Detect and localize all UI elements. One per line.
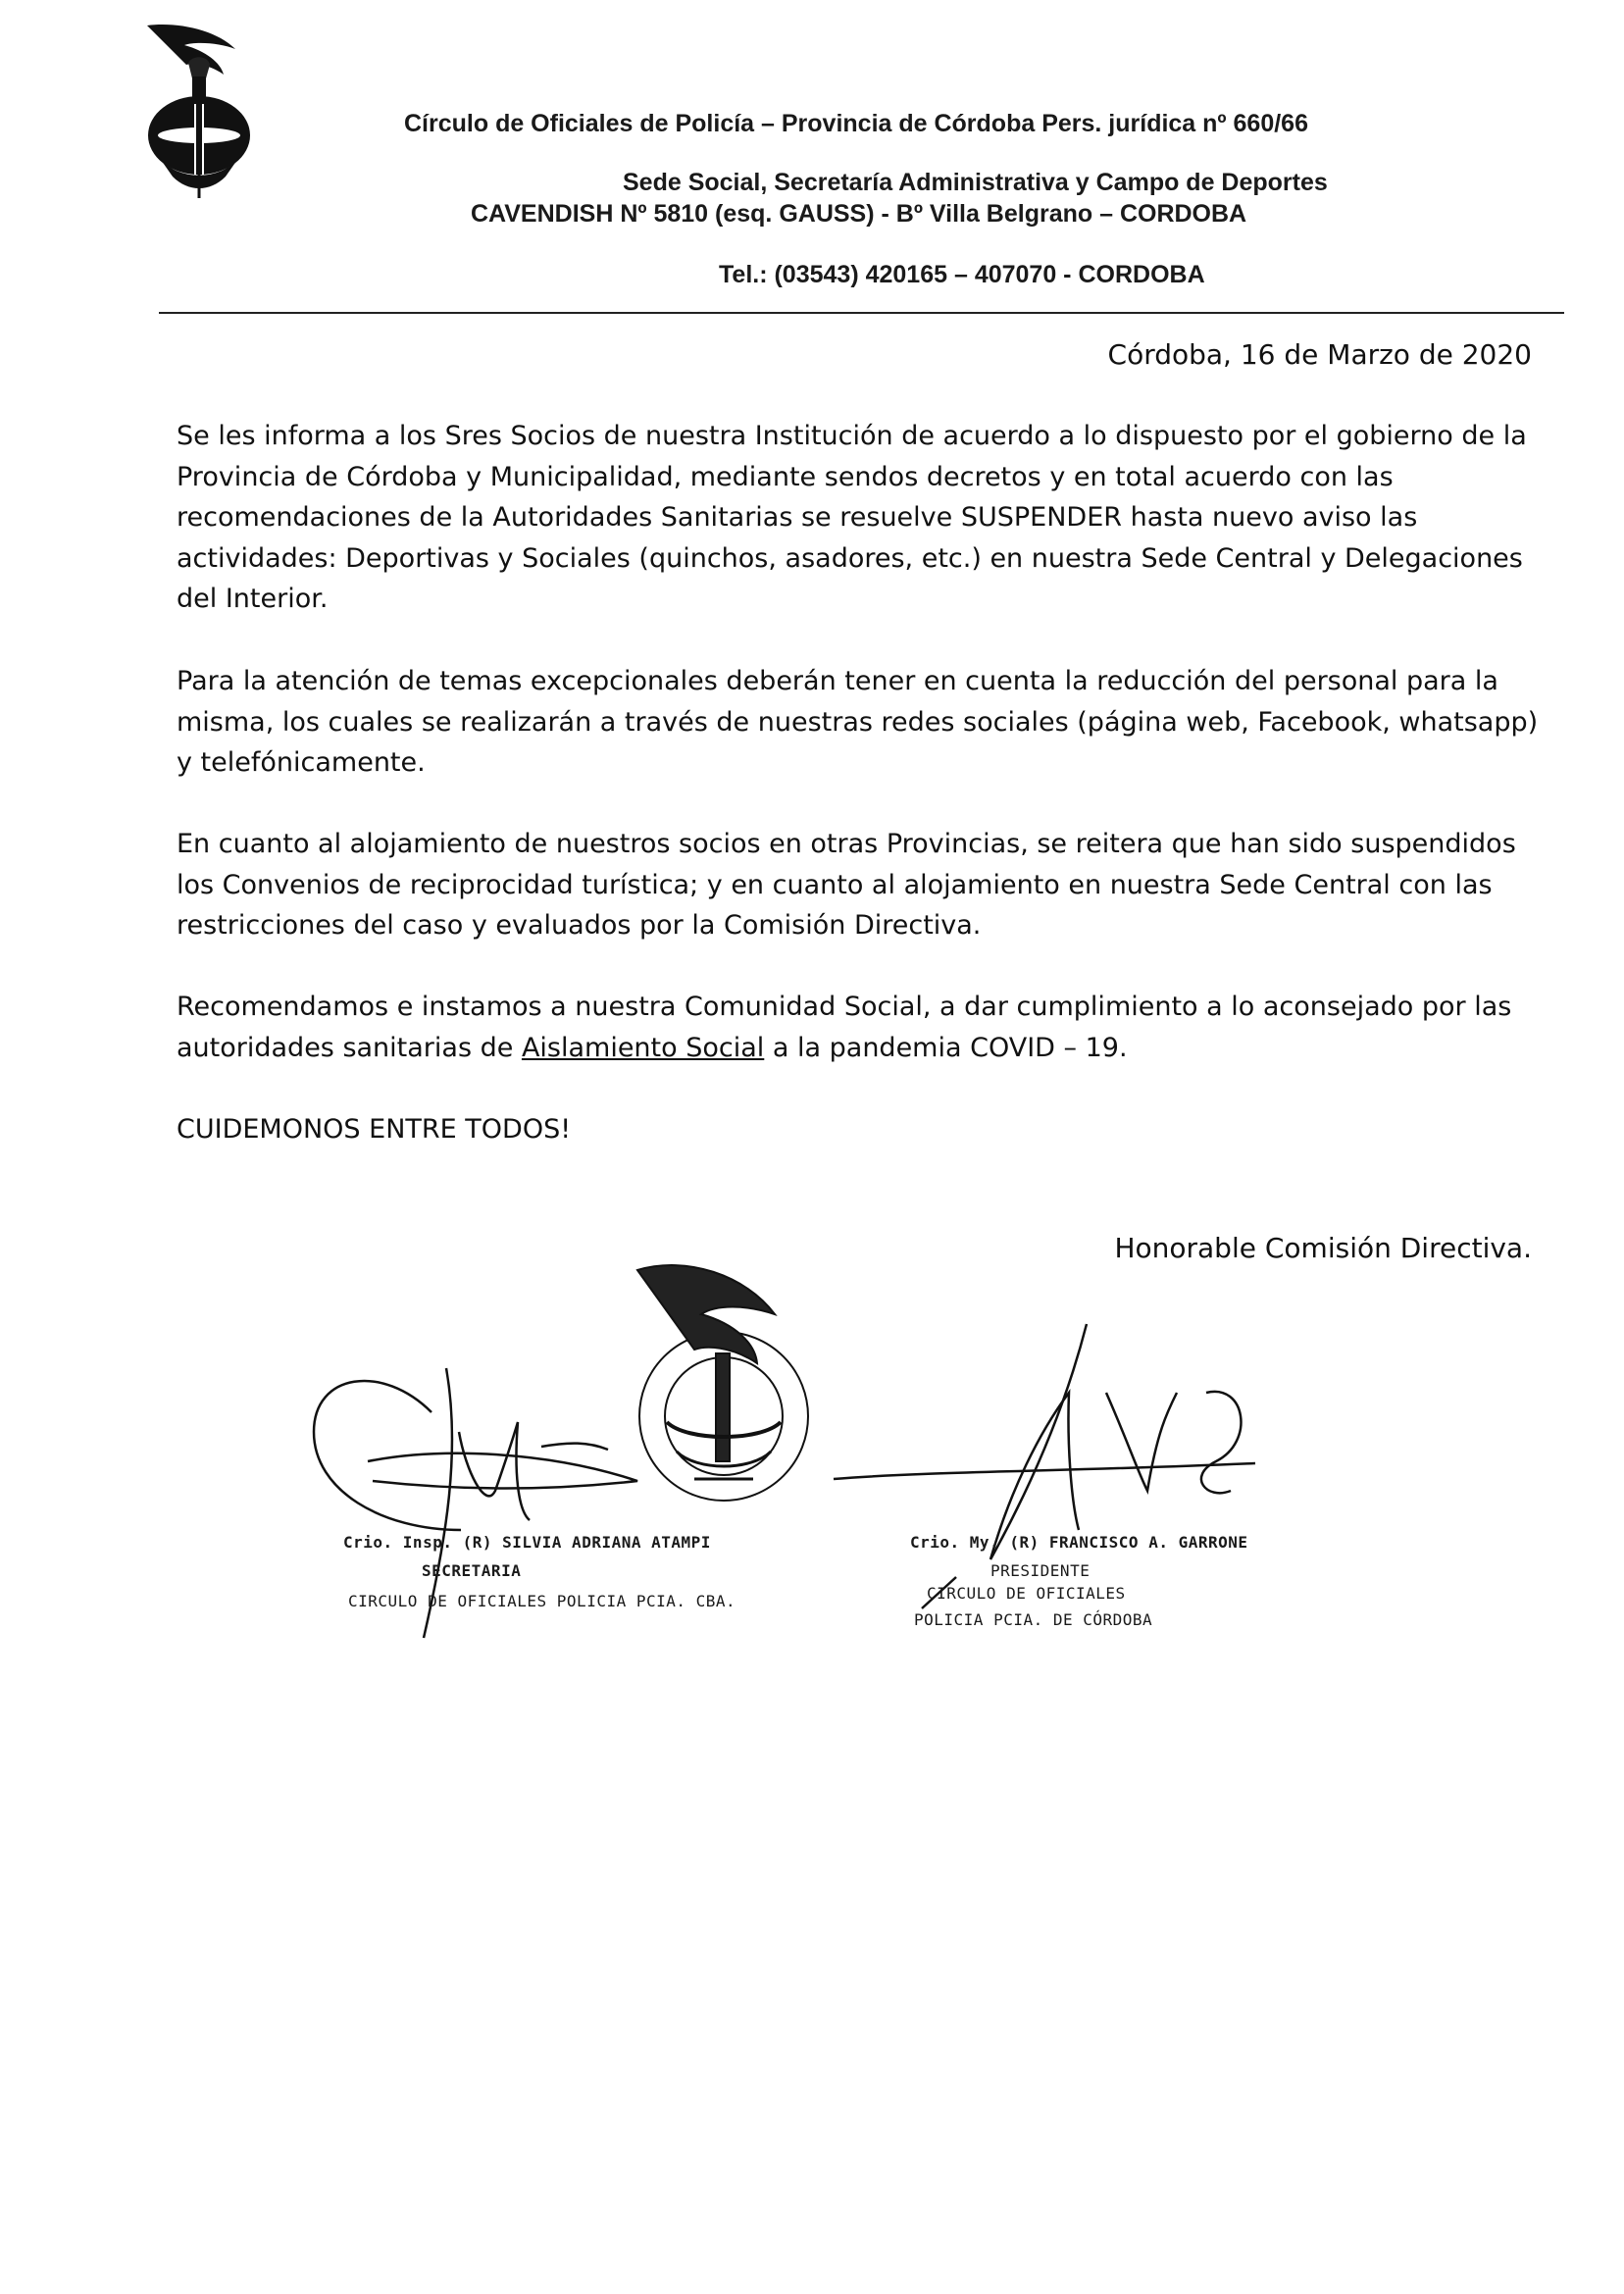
paragraph-4-underlined: Aislamiento Social	[521, 1032, 765, 1063]
letterhead-line-4: Tel.: (03543) 420165 – 407070 - CORDOBA	[719, 261, 1205, 288]
letterhead-line-3: CAVENDISH Nº 5810 (esq. GAUSS) - Bº Villa Belgrano – CORDOBA	[471, 200, 1247, 228]
letterhead-line-2: Sede Social, Secretaría Administrativa y Campo de Deportes	[623, 169, 1328, 196]
signature-right-name: Crio. My. (R) FRANCISCO A. GARRONE	[910, 1533, 1248, 1552]
paragraph-4-post: a la pandemia COVID – 19.	[764, 1032, 1128, 1063]
letterhead-line-1: Círculo de Oficiales de Policía – Provincia de Córdoba Pers. jurídica nº 660/66	[404, 110, 1308, 137]
torch-emblem-logo	[137, 20, 265, 206]
closing-signoff: Honorable Comisión Directiva.	[1114, 1232, 1532, 1264]
header-divider	[159, 312, 1564, 314]
paragraph-4	[177, 987, 1549, 1068]
letter-date: Córdoba, 16 de Marzo de 2020	[1107, 338, 1532, 371]
signature-left-role: SECRETARIA	[422, 1561, 522, 1580]
paragraph-5: CUIDEMONOS ENTRE TODOS!	[177, 1114, 572, 1145]
paragraph-4-pre: Recomendamos e instamos a nuestra Comunidad Social, a dar cumplimiento a lo aconsejado por las autoridades sanitarias de	[177, 992, 1512, 1063]
paragraph-3: En cuanto al alojamiento de nuestros socios en otras Provincias, se reitera que han sido suspendidos los Convenios de reciprocidad turística; y en cuanto al alojamiento en nuestra Sede Central con las restricciones del caso y evaluados por la Comisión Directiva.	[177, 829, 1516, 941]
paragraph-1: Se les informa a los Sres Socios de nuestra Institución de acuerdo a lo dispuesto por el gobierno de la Provincia de Córdoba y Municipalidad, mediante sendos decretos y en total acuerdo con las recomendaciones de la Autoridades Sanitarias se resuelve SUSPENDER hasta nuevo aviso las actividades: Deportivas y Sociales (quinchos, asadores, etc.) en nuestra Sede Central y Delegaciones del Interior.	[177, 421, 1527, 614]
official-seal-stamp	[637, 1265, 808, 1501]
signature-left-name: Crio. Insp. (R) SILVIA ADRIANA ATAMPI	[343, 1533, 711, 1552]
signature-right-role: PRESIDENTE	[990, 1561, 1091, 1580]
paragraph-2: Para la atención de temas excepcionales deberán tener en cuenta la reducción del personal para la misma, los cuales se realizarán a través de nuestras redes sociales (página web, Facebook, whatsapp) y telefónicamente.	[177, 666, 1539, 778]
signature-right-org-2: POLICIA PCIA. DE CÓRDOBA	[914, 1610, 1153, 1629]
signature-right-org-1: CIRCULO DE OFICIALES	[927, 1584, 1126, 1603]
signature-left-org: CIRCULO DE OFICIALES POLICIA PCIA. CBA.	[348, 1592, 736, 1610]
